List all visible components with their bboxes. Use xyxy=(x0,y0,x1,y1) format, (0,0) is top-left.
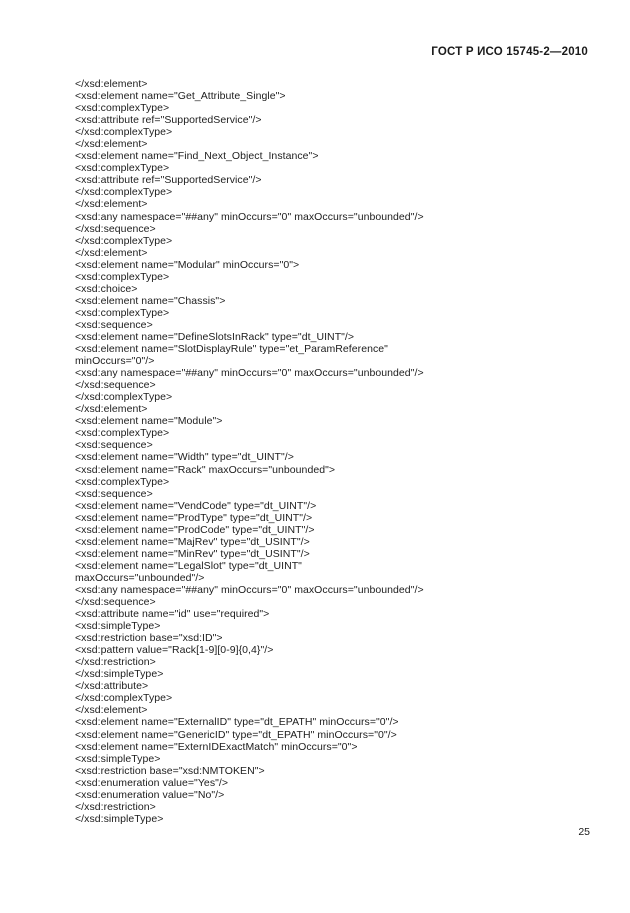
code-line: <xsd:attribute name="id" use="required"> xyxy=(75,608,270,621)
code-line: <xsd:restriction base="xsd:NMTOKEN"> xyxy=(75,764,265,777)
code-line: </xsd:restriction> xyxy=(75,656,156,669)
code-line: <xsd:sequence> xyxy=(75,487,153,500)
code-line: <xsd:element name="Modular" minOccurs="0"> xyxy=(75,258,300,271)
code-line: <xsd:element name="Get_Attribute_Single"> xyxy=(75,90,286,103)
code-line: <xsd:element name="GenericID" type="dt_EPATH" minOccurs="0"/> xyxy=(75,728,397,741)
code-line: <xsd:complexType> xyxy=(75,102,170,115)
code-line: </xsd:complexType> xyxy=(75,234,173,247)
code-line: </xsd:element> xyxy=(75,78,148,90)
code-line: <xsd:element name="MinRev" type="dt_USINT"/> xyxy=(75,547,310,560)
code-line: <xsd:element name="SlotDisplayRule" type="et_ParamReference" xyxy=(75,343,388,356)
code-line: </xsd:element> xyxy=(75,704,148,717)
code-line: </xsd:element> xyxy=(75,246,148,259)
code-line: <xsd:simpleType> xyxy=(75,752,161,765)
code-line: </xsd:element> xyxy=(75,138,148,151)
code-line: </xsd:element> xyxy=(75,403,148,416)
code-line: <xsd:element name="ProdType" type="dt_UINT"/> xyxy=(75,511,313,524)
code-line: <xsd:simpleType> xyxy=(75,620,161,633)
code-line: <xsd:element name="DefineSlotsInRack" type="dt_UINT"/> xyxy=(75,330,355,343)
code-line: <xsd:enumeration value="No"/> xyxy=(75,788,225,801)
code-line: </xsd:complexType> xyxy=(75,186,173,199)
code-line: <xsd:element name="Find_Next_Object_Instance"> xyxy=(75,150,319,163)
xsd-schema-listing xyxy=(75,78,575,825)
code-line: <xsd:element name="LegalSlot" type="dt_UINT" xyxy=(75,559,302,572)
code-line: <xsd:element name="Width" type="dt_UINT"/> xyxy=(75,451,294,464)
code-line: </xsd:sequence> xyxy=(75,379,156,392)
code-line: </xsd:sequence> xyxy=(75,222,156,235)
code-line: </xsd:element> xyxy=(75,198,148,211)
code-line: <xsd:restriction base="xsd:ID"> xyxy=(75,632,223,645)
code-line: <xsd:complexType> xyxy=(75,427,170,440)
code-line: <xsd:element name="MajRev" type="dt_USINT"/> xyxy=(75,535,310,548)
code-line: <xsd:element name="Rack" maxOccurs="unbounded"> xyxy=(75,463,336,476)
code-line: <xsd:complexType> xyxy=(75,475,170,488)
code-line: <xsd:element name="Chassis"> xyxy=(75,294,226,307)
code-line: <xsd:element name="Module"> xyxy=(75,415,223,428)
document-standard-header: ГОСТ Р ИСО 15745-2—2010 xyxy=(431,46,588,58)
code-line: </xsd:complexType> xyxy=(75,692,173,705)
code-line: <xsd:element name="ExternalID" type="dt_EPATH" minOccurs="0"/> xyxy=(75,716,399,729)
code-line: <xsd:attribute ref="SupportedService"/> xyxy=(75,114,262,127)
code-line: </xsd:complexType> xyxy=(75,391,173,404)
code-line: <xsd:sequence> xyxy=(75,439,153,452)
code-line: </xsd:sequence> xyxy=(75,596,156,609)
code-line: <xsd:any namespace="##any" minOccurs="0" maxOccurs="unbounded"/> xyxy=(75,210,424,223)
code-line: <xsd:choice> xyxy=(75,282,138,295)
code-line: <xsd:any namespace="##any" minOccurs="0" maxOccurs="unbounded"/> xyxy=(75,583,424,596)
code-line: <xsd:complexType> xyxy=(75,162,170,175)
code-line: minOccurs="0"/> xyxy=(75,355,155,368)
code-line: maxOccurs="unbounded"/> xyxy=(75,571,205,584)
code-line: <xsd:enumeration value="Yes"/> xyxy=(75,776,229,789)
code-line: <xsd:element name="VendCode" type="dt_UINT"/> xyxy=(75,499,317,512)
code-line: <xsd:attribute ref="SupportedService"/> xyxy=(75,174,262,187)
code-line: </xsd:attribute> xyxy=(75,680,149,693)
code-line: </xsd:restriction> xyxy=(75,800,156,813)
code-line: <xsd:element name="ExternIDExactMatch" minOccurs="0"> xyxy=(75,740,358,753)
code-line: <xsd:any namespace="##any" minOccurs="0" maxOccurs="unbounded"/> xyxy=(75,367,424,380)
code-line: </xsd:simpleType> xyxy=(75,668,164,681)
code-line: <xsd:complexType> xyxy=(75,306,170,319)
code-line: <xsd:sequence> xyxy=(75,318,153,331)
code-line: </xsd:simpleType> xyxy=(75,812,164,825)
code-line: <xsd:pattern value="Rack[1-9][0-9]{0,4}"/> xyxy=(75,644,274,657)
code-line: </xsd:complexType> xyxy=(75,126,173,139)
code-line: <xsd:complexType> xyxy=(75,270,170,283)
page-number: 25 xyxy=(578,826,590,838)
code-line: <xsd:element name="ProdCode" type="dt_UINT"/> xyxy=(75,523,315,536)
